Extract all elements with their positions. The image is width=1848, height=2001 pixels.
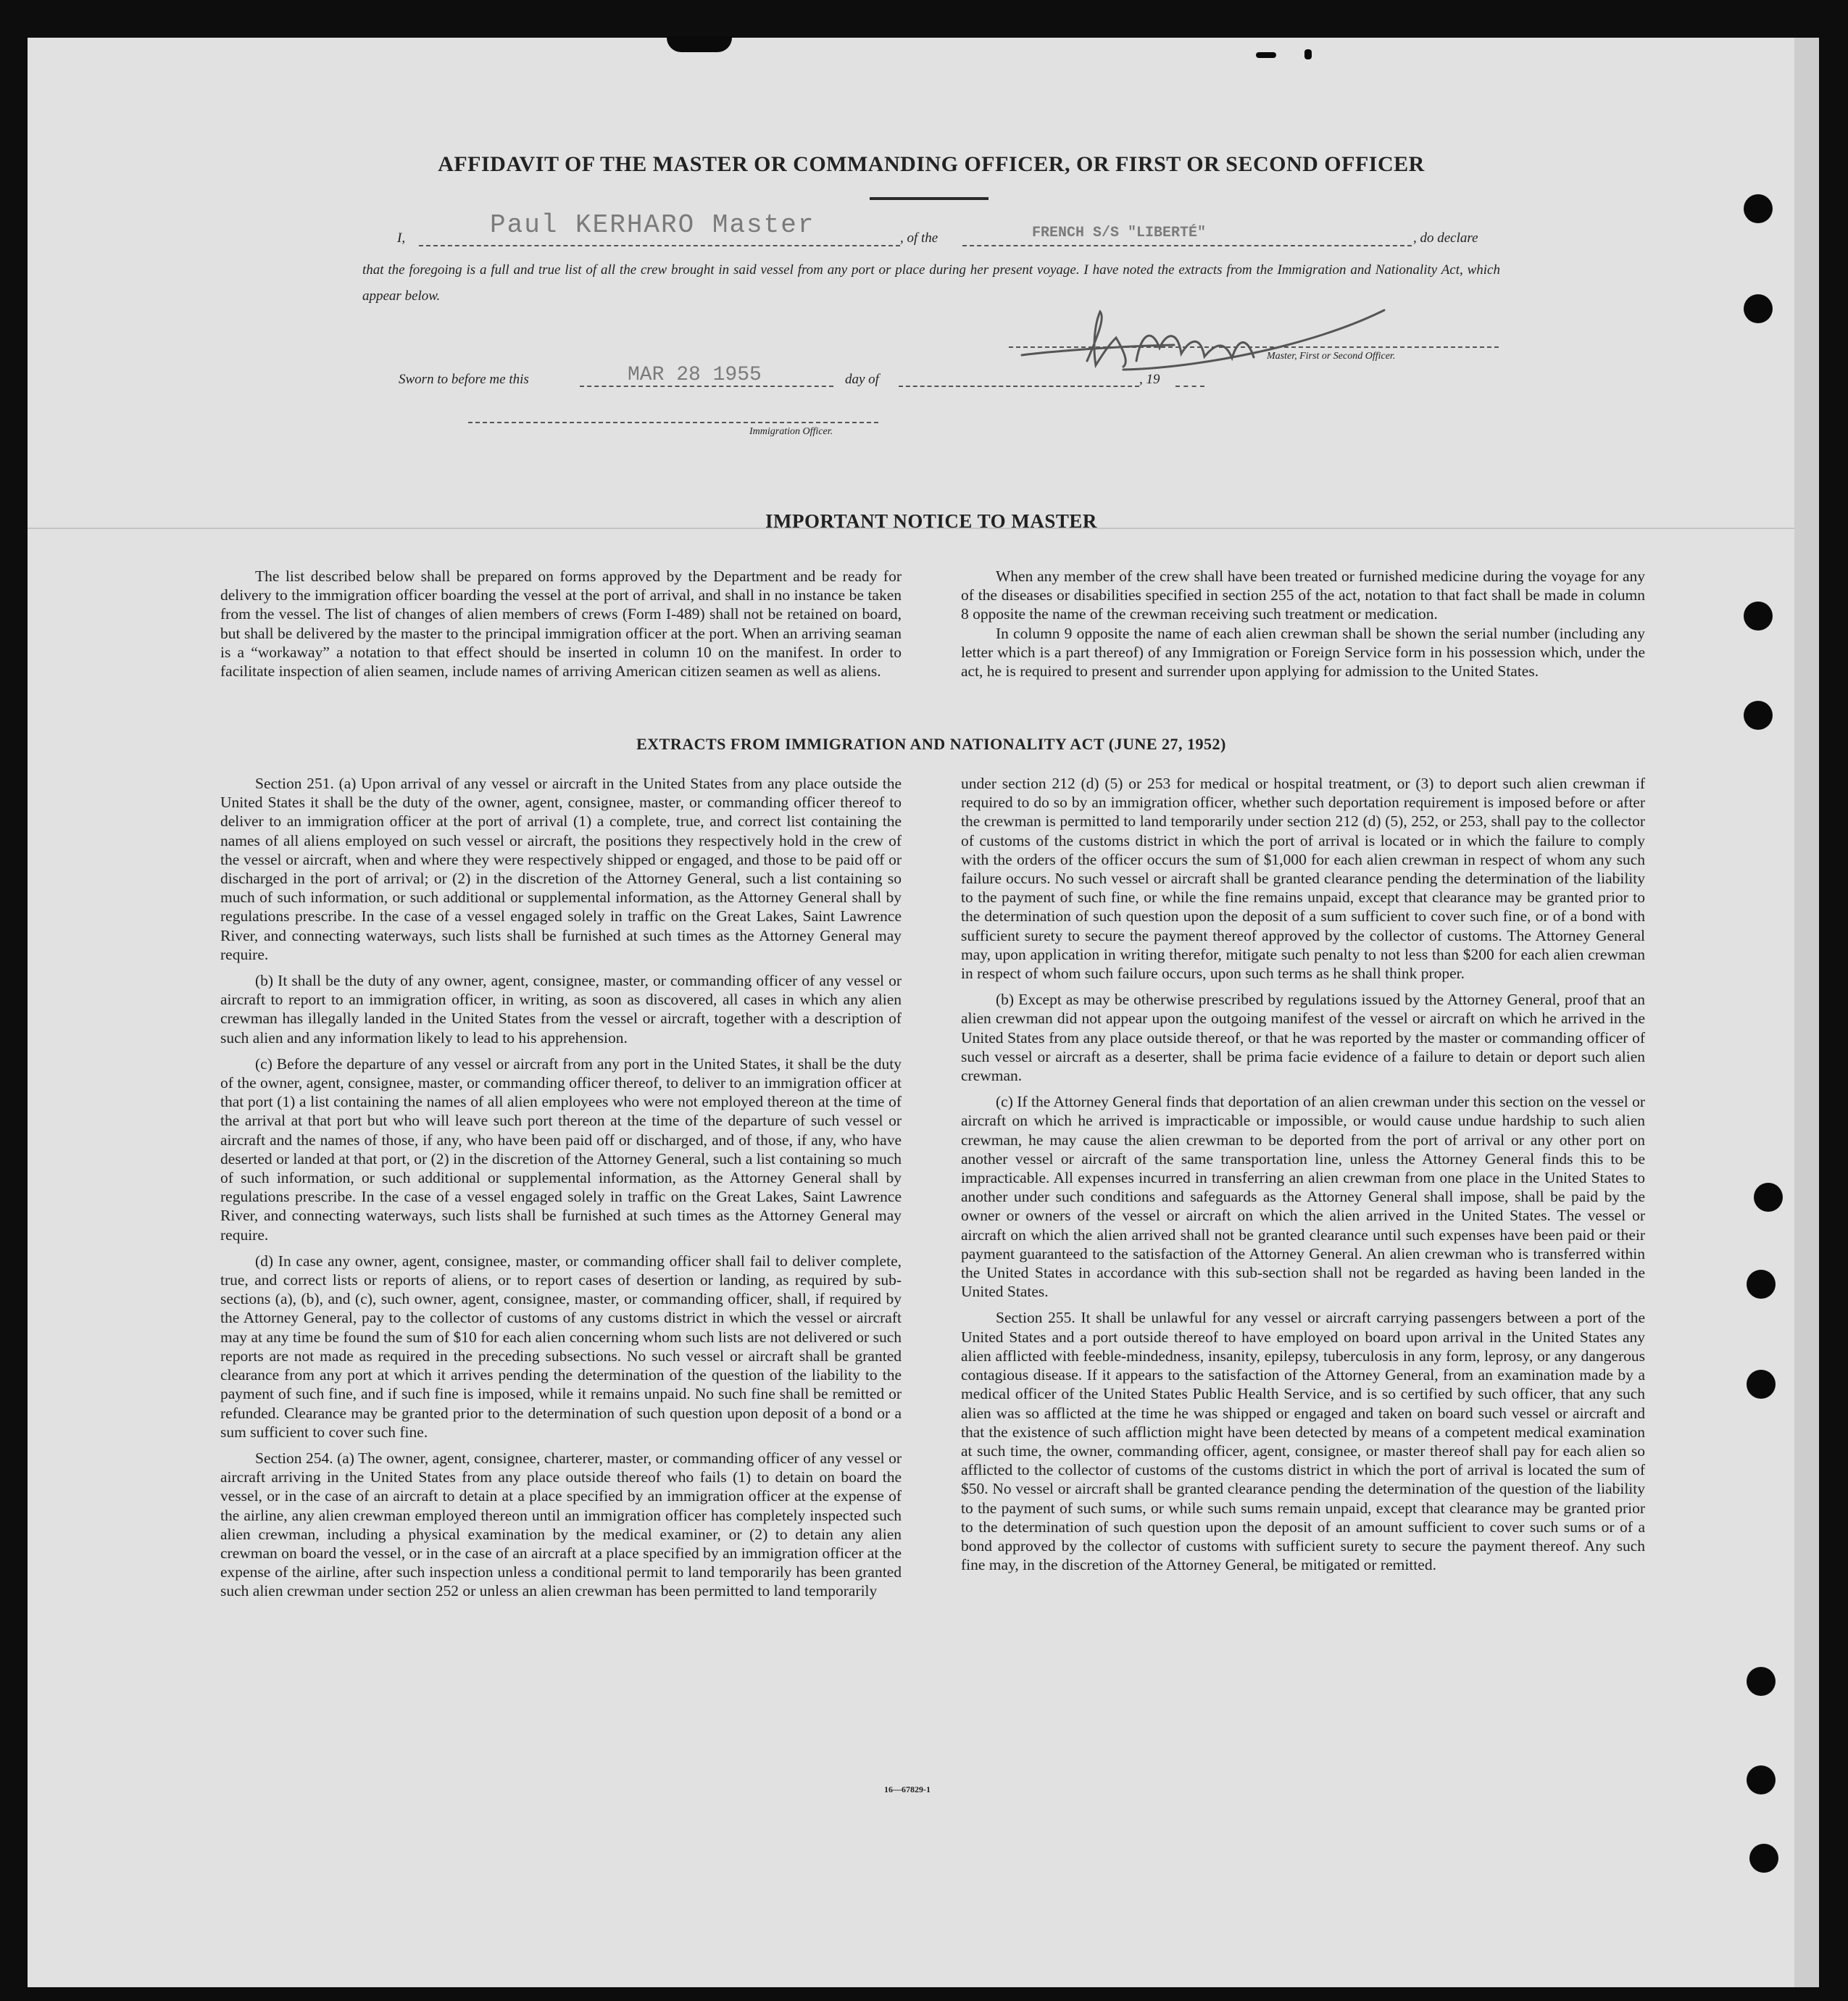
notice-title: IMPORTANT NOTICE TO MASTER (765, 510, 1097, 532)
form-number: 16—67829-1 (884, 1784, 931, 1794)
punch-hole (1744, 194, 1773, 223)
affidavit-title: AFFIDAVIT OF THE MASTER OR COMMANDING OFFICER, OR FIRST OR SECOND OFFICER (438, 152, 1425, 176)
ink-blot (667, 36, 732, 52)
punch-hole (1747, 1270, 1776, 1299)
ink-blot (1304, 49, 1312, 59)
notice-right (961, 567, 1645, 688)
notice-left (220, 567, 902, 688)
do-declare-label: , do declare (1413, 230, 1478, 246)
punch-hole (1749, 1844, 1778, 1873)
punch-hole (1747, 1667, 1776, 1696)
section-251a: Section 251. (a) Upon arrival of any vessel or aircraft in the United States from any place outside the United States it shall be the duty of the owner, agent, consignee, master, or commanding officer thereof to deliver to an immigration officer at the port of arrival (1) a complete, true, and correct list containing the names of all aliens employed on such vessel or aircraft, the positions they respectively hold in the crew of the vessel or aircraft, when and where they were respectively shipped or engaged, and those to be paid off or discharged in the port of arrival; or (2) in the discretion of the Attorney General, such a list containing so much of such information, or such additional or supplemental information, as the Attorney General shall by regulations prescribe. In the case of a vessel engaged solely in traffic on the Great Lakes, Saint Lawrence River, and connecting waterways, such lists shall be furnished at such times as the Attorney General may require. (220, 775, 902, 963)
name-line (419, 245, 900, 246)
master-name: Paul KERHARO Master (490, 210, 815, 240)
title-rule (870, 197, 988, 200)
section-254a-cont: under section 212 (d) (5) or 253 for medical or hospital treatment, or (3) to deport such alien crewman if required to do so by an immigration officer, whether such deportation requirement is imposed before or after the crewman is permitted to land temporarily under section 212 (d) (5), 252, or 253, shall pay to the collector of customs of the customs district in which the port of arrival is located or in which the failure to comply with the orders of the officer occurs the sum of $1,000 for each alien crewman in respect of whom any such failure occurs. No such vessel or aircraft shall be granted clearance pending the determination of the liability to the payment of such fine, or while the fine remains unpaid, except that clearance may be granted prior to the determination of such question upon the deposit of a sum sufficient to cover such fine, or of a bond with sufficient surety to secure the payment thereof approved by the collector of customs. The Attorney General may, upon application in writing therefor, mitigate such penalty to not less than $200 for each alien crewman in respect of whom such failure occurs, upon such terms as he shall think proper. (961, 775, 1645, 983)
vessel-name: FRENCH S/S "LIBERTÉ" (1032, 225, 1207, 241)
punch-hole (1754, 1183, 1783, 1212)
page-edge (1794, 38, 1819, 1987)
officer-line (468, 422, 878, 423)
section-251d: (d) In case any owner, agent, consignee, master, or commanding officer shall fail to deliver complete, true, and correct lists or reports of aliens, or to report cases of desertion or landing, as required by sub-sections (a), (b), and (c), such owner, agent, consignee, master, or commanding officer, shall, if required by the Attorney General, pay to the collector of customs of any customs district in which the vessel or aircraft may at any time be found the sum of $10 for each alien concerning whom such lists are not delivered or such reports are not made as required in the preceding subsections. No such vessel or aircraft shall be granted clearance from any port at which it arrives pending the determination of the question of the liability to the payment of such fine, and if such fine is imposed, while it remains unpaid. No such fine shall be remitted or refunded. Clearance may be granted prior to the determination of such question upon deposit of a bond or a sum sufficient to cover such fine. (220, 1252, 902, 1441)
punch-hole (1747, 1370, 1776, 1399)
section-254a: Section 254. (a) The owner, agent, consignee, charterer, master, or commanding officer of any vessel or aircraft arriving in the United States from any place outside thereof who fails (1) to detain on board the vessel, or in the case of an aircraft to detain at a place specified by an immigration officer at the expense of the airline, any alien crewman employed thereon until an immigration officer has completely inspected such alien crewman, including a physical examination by the medical examiner, or (2) to detain any alien crewman on board the vessel, or in the case of an aircraft at a place specified by an immigration officer at the expense of the airline, after such inspection unless a conditional permit to land temporarily has been granted such alien crewman under section 252 or unless an alien crewman has been permitted to land temporarily (220, 1449, 902, 1600)
extracts-title: EXTRACTS FROM IMMIGRATION AND NATIONALITY ACT (JUNE 27, 1952) (636, 735, 1226, 753)
section-251b: (b) It shall be the duty of any owner, agent, consignee, master, or commanding officer of any vessel or aircraft to report to an immigration officer, in writing, as soon as discovered, all cases in which any alien crewman has illegally landed in the United States from the vessel or aircraft, together with a description of such alien and any information likely to lead to his apprehension. (220, 972, 902, 1047)
sworn-date: MAR 28 1955 (628, 364, 762, 386)
punch-hole (1744, 294, 1773, 323)
prefix-i: I, (397, 230, 406, 246)
sworn-prefix: Sworn to before me this (399, 372, 529, 387)
section-251c: (c) Before the departure of any vessel or aircraft from any port in the United States, it shall be the duty of the owner, agent, consignee, master, or commanding officer thereof, to deliver to an immigration officer at that port (1) a list containing the names of all alien employees who were not employed thereon at the time of the arrival at that port but who will leave such port thereon at the time of the departure of such vessel or aircraft and the names of those, if any, who have been paid off or discharged, and of those, if any, who have deserted or landed at that port, or (2) in the discretion of the Attorney General, such a list containing so much of such information, or such additional or supplemental information, as the Attorney General shall by regulations prescribe. In the case of a vessel engaged solely in traffic on the Great Lakes, Saint Lawrence River, and connecting waterways, such lists shall be furnished at such times as the Attorney General may require. (220, 1054, 902, 1244)
master-signature (1007, 303, 1399, 383)
notice-right-text-1: When any member of the crew shall have been treated or furnished medicine during the voyage for any of the diseases or disabilities specified in section 255 of the act, notation to that fact shall be made in column 8 opposite the name of the crewman receiving such treatment or medication. (961, 567, 1645, 623)
day-of-label: day of (845, 372, 879, 387)
extracts-right (961, 774, 1645, 1581)
year-line (1175, 386, 1204, 387)
of-the-label: , of the (900, 230, 938, 246)
punch-hole (1744, 602, 1773, 631)
ink-blot (1256, 52, 1276, 58)
section-254b: (b) Except as may be otherwise prescribed by regulations issued by the Attorney General, proof that an alien crewman did not appear upon the outgoing manifest of the vessel or aircraft on which he arrived in the United States from any place outside thereof, or that he was reported by the master or commanding officer of such vessel or aircraft as a deserter, shall be prima facie evidence of a failure to detain or deport such alien crewman. (961, 991, 1645, 1085)
extracts-left (220, 774, 902, 1608)
vessel-line (962, 245, 1412, 246)
signature-caption: Master, First or Second Officer. (1267, 351, 1396, 362)
year-prefix: , 19 (1139, 372, 1160, 387)
signature-line (1009, 346, 1499, 348)
notice-right-text-2: In column 9 opposite the name of each alien crewman shall be shown the serial number (including any letter which is a part thereof) of any Immigration or Foreign Service form in his possession which, under the act, he is required to present and surrender upon applying for admission to the United States. (961, 624, 1645, 681)
notice-left-text: The list described below shall be prepared on forms approved by the Department and be ready for delivery to the immigration officer boarding the vessel at the port of arrival, and shall in no instance be taken from the vessel. The list of changes of alien members of crews (Form I-489) shall not be retained on board, but shall be delivered by the master to the principal immigration officer at the port. When an arriving seaman is a “workaway” a notation to that effect should be inserted in column 10 on the manifest. In order to facilitate inspection of alien seamen, include names of arriving American citizen seamen as well as aliens. (220, 567, 902, 681)
section-255: Section 255. It shall be unlawful for any vessel or aircraft carrying passengers between a port of the United States and a port outside thereof to have employed on board upon arrival in the United States any alien afflicted with feeble-mindedness, insanity, epilepsy, tuberculosis in any form, leprosy, or any dangerous contagious disease. If it appears to the satisfaction of the Attorney General, from an examination made by a medical officer of the United States Public Health Service, and is so certified by such officer, that any such alien was so afflicted at the time he was shipped or engaged and taken on board such vessel or aircraft and that the existence of such affliction might have been detected by means of a competent medical examination at such time, the owner, commanding officer, agent, consignee, or master thereof shall pay for each alien so afflicted to the collector of customs of the customs district in which the port of arrival is located the sum of $50. No vessel or aircraft shall be granted clearance pending the determination of the question of the liability to the payment of such sums, or while such sums remain unpaid, except that clearance may be granted prior to the determination of such question upon the deposit of an amount sufficient to cover such sums or of a bond approved by the collector of customs with sufficient surety to secure the payment thereof. Any such fine may, in the discretion of the Attorney General, be mitigated or remitted. (961, 1309, 1645, 1574)
punch-hole (1744, 701, 1773, 730)
section-254c: (c) If the Attorney General finds that deportation of an alien crewman under this section on the vessel or aircraft on which he arrived is impracticable or impossible, or would cause undue hardship to such alien crewman, he may cause the alien crewman to be deported from the port of arrival or any other port on another vessel or aircraft of the same transportation line, unless the Attorney General finds this to be impracticable. All expenses incurred in transferring an alien crewman from one place in the United States to another under such conditions and safeguards as the Attorney General shall impose, shall be paid by the owner or owners of the vessel or aircraft on which the alien arrived in the United States. The vessel or aircraft on which the alien arrived shall not be granted clearance until such expenses have been paid or their payment guaranteed to the satisfaction of the Attorney General. An alien crewman who is transferred within the United States in accordance with this sub-section shall not be regarded as having been landed in the United States. (961, 1093, 1645, 1301)
officer-caption: Immigration Officer. (749, 426, 833, 437)
declaration-text: that the foregoing is a full and true list of all the crew brought in said vessel from any port or place during her present voyage. I have noted the extracts from the Immigration and Nationality Act, which appear below. (362, 262, 1500, 304)
month-line (899, 386, 1139, 387)
punch-hole (1747, 1765, 1776, 1794)
